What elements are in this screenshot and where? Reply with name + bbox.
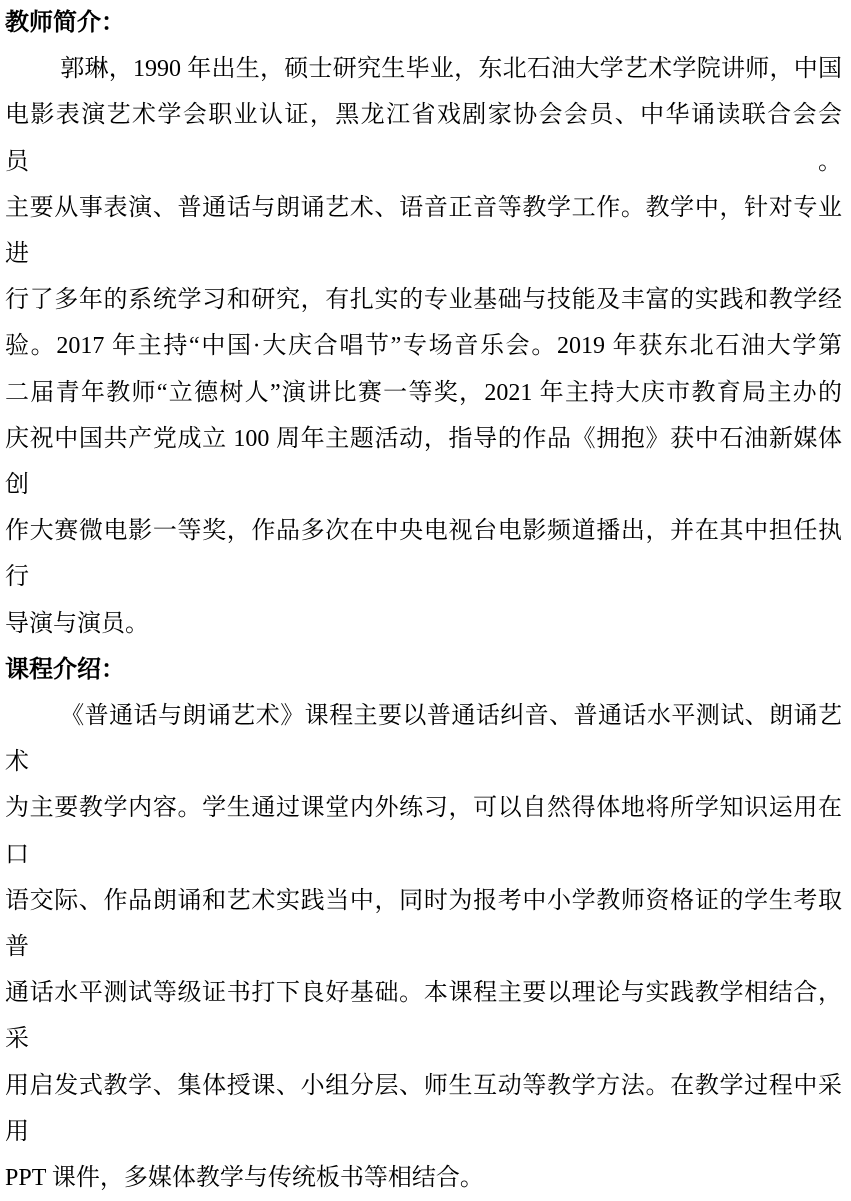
teacher-intro-paragraph [5,46,842,647]
section-heading-course-intro: 课程介绍： [5,656,125,683]
text-line: PPT 课件，多媒体教学与传统板书等相结合。 [5,1165,484,1192]
section-heading-teacher-intro: 教师简介： [5,10,125,36]
text-line: 郭琳，1990 年出生，硕士研究生毕业，东北石油大学艺术学院讲师，中国 [60,56,842,83]
text-line: 庆祝中国共产党成立 100 周年主题活动，指导的作品《拥抱》获中石油新媒体创 [5,425,842,499]
text-line: 导演与演员。 [5,610,149,637]
text-line: 行了多年的系统学习和研究，有扎实的专业基础与技能及丰富的实践和教学经 [5,287,842,314]
text-line: 作大赛微电影一等奖，作品多次在中央电视台电影频道播出，并在其中担任执行 [5,518,842,591]
text-line: 二届青年教师“立德树人”演讲比赛一等奖，2021 年主持大庆市教育局主办的 [5,379,842,406]
text-line: 通话水平测试等级证书打下良好基础。本课程主要以理论与实践教学相结合，采 [5,980,842,1053]
course-intro-paragraph [5,693,842,1201]
text-line: 为主要教学内容。学生通过课堂内外练习，可以自然得体地将所学知识运用在口 [5,795,842,868]
text-line: 主要从事表演、普通话与朗诵艺术、语音正音等教学工作。教学中，针对专业进 [5,194,842,268]
text-line: 《普通话与朗诵艺术》课程主要以普通话纠音、普通话水平测试、朗诵艺术 [5,703,842,776]
text-line: 语交际、作品朗诵和艺术实践当中，同时为报考中小学教师资格证的学生考取普 [5,887,842,961]
text-line: 用启发式教学、集体授课、小组分层、师生互动等教学方法。在教学过程中采用 [5,1072,842,1145]
text-line: 电影表演艺术学会职业认证，黑龙江省戏剧家协会会员、中华诵读联合会会员。 [5,102,842,175]
text-line: 验。2017 年主持“中国·大庆合唱节”专场音乐会。2019 年获东北石油大学第 [5,333,842,360]
